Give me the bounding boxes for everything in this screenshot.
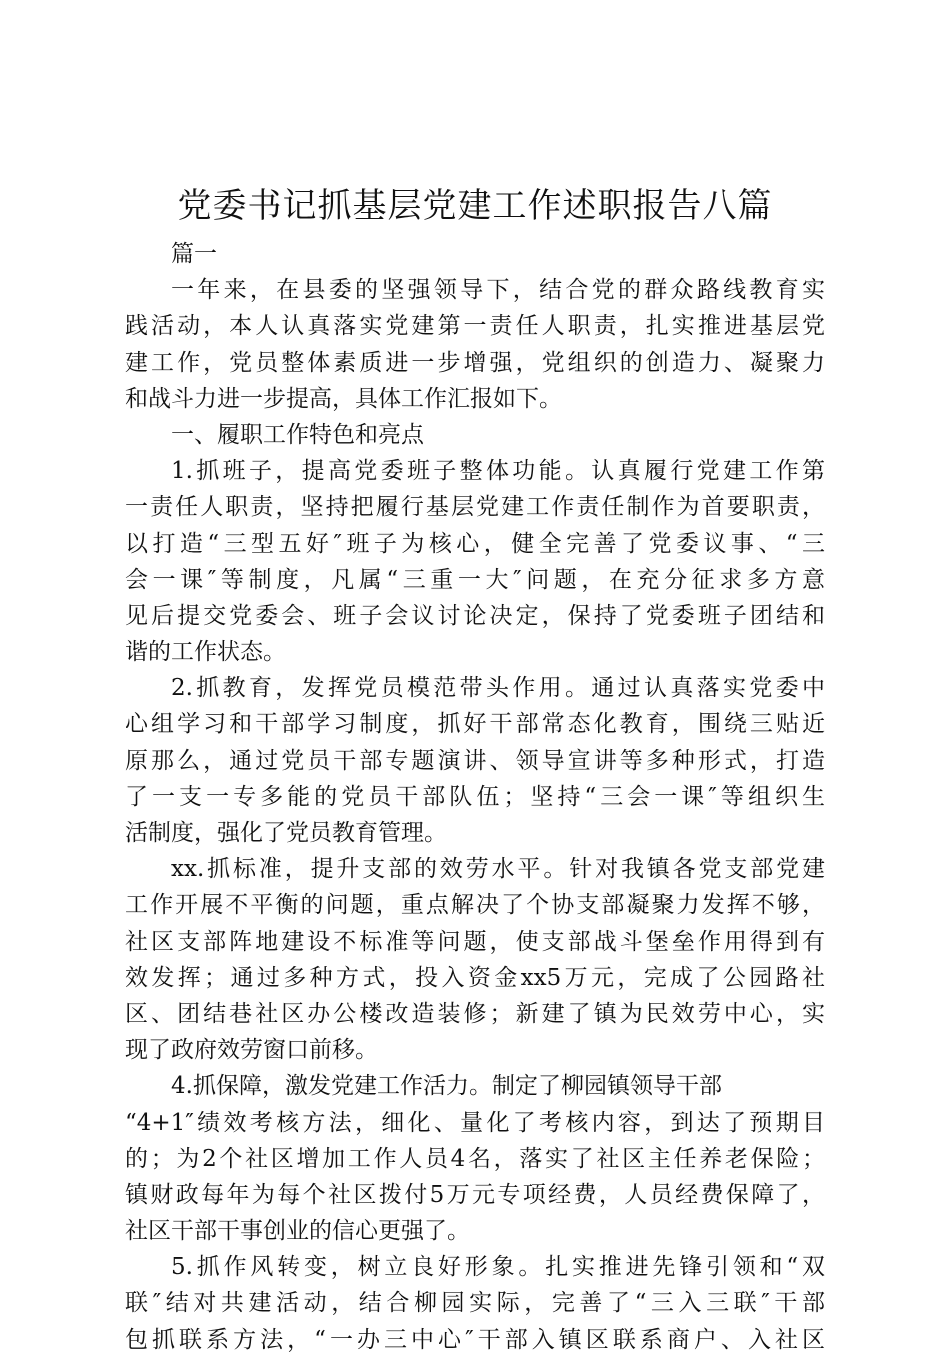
text-line: 包抓联系方法，“一办三中心″干部入镇区联系商户、入社区 — [125, 1326, 825, 1353]
text-line: 区、团结巷社区办公楼改造装修；新建了镇为民效劳中心，实 — [125, 1000, 825, 1027]
text-line: 5.抓作风转变，树立良好形象。扎实推进先锋引领和“双 — [171, 1254, 825, 1281]
text-line: 效发挥；通过多种方式，投入资金xx5万元，完成了公园路社 — [125, 964, 825, 991]
document-body — [125, 236, 825, 1358]
document-title: 党委书记抓基层党建工作述职报告八篇 — [177, 186, 773, 226]
text-line: 见后提交党委会、班子会议讨论决定，保持了党委班子团结和 — [125, 602, 825, 629]
text-line: 联″结对共建活动，结合柳园实际，完善了“三入三联″干部 — [125, 1290, 825, 1317]
text-line: xx.抓标准，提升支部的效劳水平。针对我镇各党支部党建 — [171, 856, 825, 883]
text-line: 一年来，在县委的坚强领导下，结合党的群众路线教育实 — [171, 277, 825, 304]
text-line: 现了政府效劳窗口前移。 — [125, 1037, 378, 1064]
text-line: 的；为2个社区增加工作人员4名，落实了社区主任养老保险； — [125, 1145, 825, 1172]
text-line: 4.抓保障，激发党建工作活力。制定了柳园镇领导干部 — [171, 1073, 722, 1100]
text-line: 活制度，强化了党员教育管理。 — [125, 820, 447, 846]
text-line: “4+1″绩效考核方法，细化、量化了考核内容，到达了预期目 — [125, 1109, 825, 1136]
text-line: 一责任人职责，坚持把履行基层党建工作责任制作为首要职责， — [125, 494, 825, 521]
text-line: 2.抓教育，发挥党员模范带头作用。通过认真落实党委中 — [171, 675, 825, 702]
text-line: 了一支一专多能的党员干部队伍；坚持“三会一课″等组织生 — [125, 783, 825, 810]
text-line: 社区支部阵地建设不标准等问题，使支部战斗堡垒作用得到有 — [125, 928, 825, 955]
text-line: 建工作，党员整体素质进一步增强，党组织的创造力、凝聚力 — [125, 349, 825, 376]
text-line: 原那么，通过党员干部专题演讲、领导宣讲等多种形式，打造 — [125, 747, 825, 774]
text-line: 1.抓班子，提高党委班子整体功能。认真履行党建工作第 — [171, 458, 825, 485]
text-line: 镇财政每年为每个社区拨付5万元专项经费，人员经费保障了， — [125, 1181, 825, 1208]
text-line: 篇一 — [171, 241, 217, 267]
text-line: 谐的工作状态。 — [125, 639, 286, 666]
text-line: 心组学习和干部学习制度，抓好干部常态化教育，围绕三贴近 — [125, 711, 825, 738]
text-line: 践活动，本人认真落实党建第一责任人职责，扎实推进基层党 — [125, 313, 825, 340]
text-line: 工作开展不平衡的问题，重点解决了个协支部凝聚力发挥不够， — [125, 892, 825, 919]
text-line: 一、履职工作特色和亮点 — [171, 421, 424, 448]
text-line: 和战斗力进一步提高，具体工作汇报如下。 — [125, 385, 562, 412]
text-line: 会一课″等制度，凡属“三重一大″问题，在充分征求多方意 — [125, 566, 825, 593]
text-line: 社区干部干事创业的信心更强了。 — [125, 1218, 470, 1245]
text-line: 以打造“三型五好″班子为核心，健全完善了党委议事、“三 — [125, 530, 825, 557]
